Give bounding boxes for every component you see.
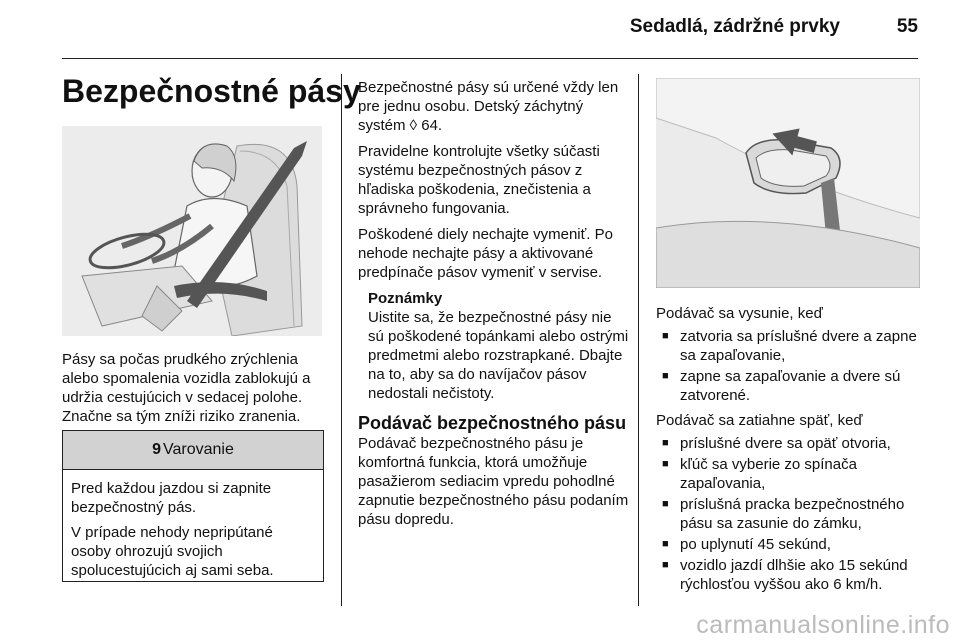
warning-heading: Varovanie	[163, 441, 234, 458]
illustration-driver-seatbelt	[62, 126, 322, 336]
warning-box	[62, 430, 324, 582]
section-title: Bezpečnostné pásy	[62, 73, 361, 109]
header-rule	[62, 58, 918, 59]
warning-body	[63, 470, 323, 580]
retract-conditions-list	[656, 434, 926, 594]
extend-conditions-list	[656, 327, 926, 405]
illustration-belt-presenter	[656, 78, 920, 288]
col2-paragraph-1: Bezpečnostné pásy sú určené vždy len pre jednu osobu. Detský záchytný systém ◊ 64.	[358, 79, 619, 134]
list-item: ■ zapne sa zapaľovanie a dvere sú zatvorené.	[656, 367, 926, 405]
page-header-title: Sedadlá, zádržné prvky	[629, 16, 840, 37]
page-number: 55	[896, 16, 918, 37]
col3-lead-1: Podávač sa vysunie, keď	[656, 305, 823, 322]
warning-icon: 9	[152, 441, 162, 458]
column-divider-1	[341, 74, 342, 606]
col3-lead-2: Podávač sa zatiahne späť, keď	[656, 412, 863, 429]
list-item: ■ príslušné dvere sa opäť otvoria,	[656, 434, 926, 453]
list-item: ■ kľúč sa vyberie zo spínača zapaľovania,	[656, 455, 926, 493]
subsection-title: Podávač bezpečnostného pásu	[358, 413, 627, 433]
column-2	[358, 78, 630, 536]
note-title: Poznámky	[368, 290, 443, 307]
watermark: carmanualsonline.info	[696, 611, 950, 639]
list-item: ■ príslušná pracka bezpečnostného pásu sa zasunie do zámku,	[656, 495, 926, 533]
column-divider-2	[638, 74, 639, 606]
subsection-paragraph: Podávač bezpečnostného pásu je komfortná funkcia, ktorá umožňuje pasažierom sediacim vpredu pohodlné zapnutie bezpečnostného pásu podaním pásu dopredu.	[358, 435, 629, 528]
column-3	[656, 304, 926, 600]
note-block	[368, 289, 630, 403]
list-item: ■ po uplynutí 45 sekúnd,	[656, 535, 926, 554]
warning-paragraph-1: Pred každou jazdou si zapnite bezpečnostný pás.	[71, 480, 272, 516]
col2-paragraph-3: Poškodené diely nechajte vymeniť. Po nehode nechajte pásy a aktivované predpínače pásov vymeniť v servise.	[358, 226, 613, 281]
intro-paragraph: Pásy sa počas prudkého zrýchlenia alebo spomalenia vozidla zablokujú a udržia cestujúcich v sedacej polohe. Značne sa tým zníži riziko zranenia.	[62, 351, 311, 425]
warning-header	[63, 431, 323, 470]
list-item: ■ zatvoria sa príslušné dvere a zapne sa zapaľovanie,	[656, 327, 926, 365]
note-text: Uistite sa, že bezpečnostné pásy nie sú poškodené topánkami alebo ostrými predmetmi alebo rozstrapkané. Dbajte na to, aby sa do navíjačov pásov nedostali nečistoty.	[368, 309, 629, 402]
col2-paragraph-2: Pravidelne kontrolujte všetky súčasti systému bezpečnostných pásov z hľadiska poškodenia, znečistenia a správneho fungovania.	[358, 143, 600, 217]
column-1	[62, 350, 327, 433]
warning-paragraph-2: V prípade nehody nepripútané osoby ohrozujú svojich spolucestujúcich aj sami seba.	[71, 524, 274, 579]
list-item: ■ vozidlo jazdí dlhšie ako 15 sekúnd rýchlosťou vyššou ako 6 km/h.	[656, 556, 926, 594]
